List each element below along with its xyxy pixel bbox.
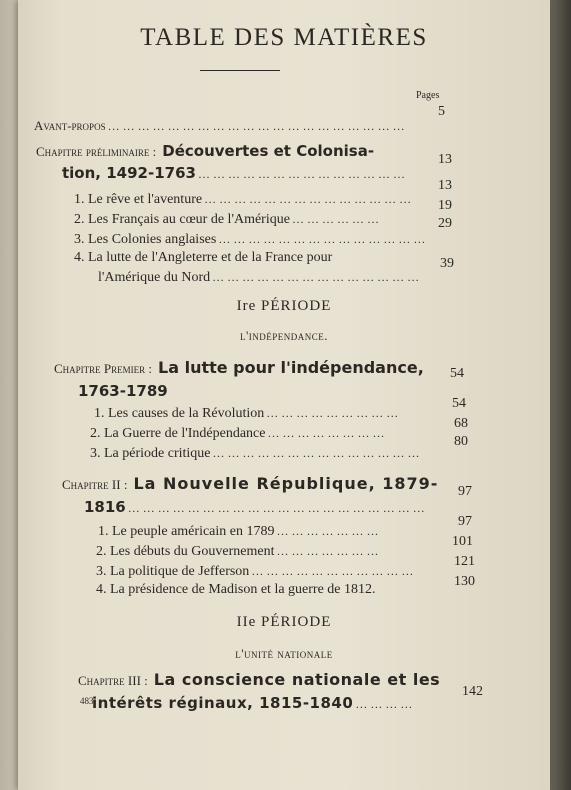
toc-section-cont: l'Amérique du Nord …………………………………… — [98, 270, 423, 285]
period-subtitle: l'indépendance. — [239, 328, 329, 343]
pages-column-header: Pages — [416, 90, 440, 101]
page-number: 54 — [452, 396, 466, 411]
period-subtitle: l'unité nationale — [235, 646, 333, 661]
page-number: 13 — [438, 178, 452, 193]
page-number: 97 — [458, 484, 472, 499]
chapter-heading: Chapitre II : La Nouvelle République, 1879- — [62, 474, 439, 493]
background-edge — [550, 0, 571, 790]
page-number: 19 — [438, 198, 452, 213]
page-number: 5 — [438, 104, 445, 119]
period-heading: Ire PÉRIODE — [236, 298, 332, 314]
book-page — [18, 0, 550, 790]
chapter-heading-cont: intérêts réginaux, 1815-1840 ………… — [92, 694, 416, 712]
toc-section: 1. Le rêve et l'aventure …………………………………… — [74, 192, 415, 207]
toc-section: 4. La lutte de l'Angleterre et de la France pour — [74, 250, 333, 265]
toc-section: 1. Le peuple américain en 1789 ………………… — [98, 524, 382, 539]
page-number: 80 — [454, 434, 468, 449]
page-number: 142 — [462, 684, 483, 699]
chapter-heading-cont: tion, 1492-1763 …………………………………… — [62, 164, 408, 182]
chapter-heading: Chapitre préliminaire : Découvertes et Colonisa- — [36, 142, 375, 160]
page-number: 101 — [452, 534, 473, 549]
page-number: 130 — [454, 574, 475, 589]
chapter-heading: Chapitre Premier : La lutte pour l'indépendance, — [54, 358, 424, 377]
chapter-heading: Chapitre III : La conscience nationale et les — [78, 670, 441, 689]
title-rule — [200, 70, 280, 71]
toc-section: 2. Les débuts du Gouvernement ………………… — [96, 544, 382, 559]
page-title: TABLE DES MATIÈRES — [140, 24, 428, 51]
toc-section: 4. La présidence de Madison et la guerre de 1812. — [96, 582, 376, 597]
page-number: 68 — [454, 416, 468, 431]
page-number: 13 — [438, 152, 452, 167]
toc-section: 3. La période critique …………………………………… — [90, 446, 423, 461]
toc-section: 2. Les Français au cœur de l'Amérique ……………… — [74, 212, 382, 227]
page-number: 97 — [458, 514, 472, 529]
page-number: 54 — [450, 366, 464, 381]
toc-entry-avant-propos: Avant-propos …………………………………………………… — [34, 118, 408, 133]
toc-section: 2. La Guerre de l'Indépendance …………………… — [90, 426, 388, 441]
chapter-heading-cont: 1816 …………………………………………………… — [84, 498, 428, 516]
chapter-heading-cont: 1763-1789 — [78, 382, 168, 400]
folio-number: 483 — [80, 696, 94, 706]
page-number: 121 — [454, 554, 475, 569]
page-number: 29 — [438, 216, 452, 231]
toc-section: 3. La politique de Jefferson …………………………… — [96, 564, 417, 579]
toc-section: 3. Les Colonies anglaises …………………………………… — [74, 232, 429, 247]
period-heading: IIe PÉRIODE — [236, 614, 332, 630]
page-number: 39 — [440, 256, 454, 271]
toc-section: 1. Les causes de la Révolution ……………………… — [94, 406, 402, 421]
